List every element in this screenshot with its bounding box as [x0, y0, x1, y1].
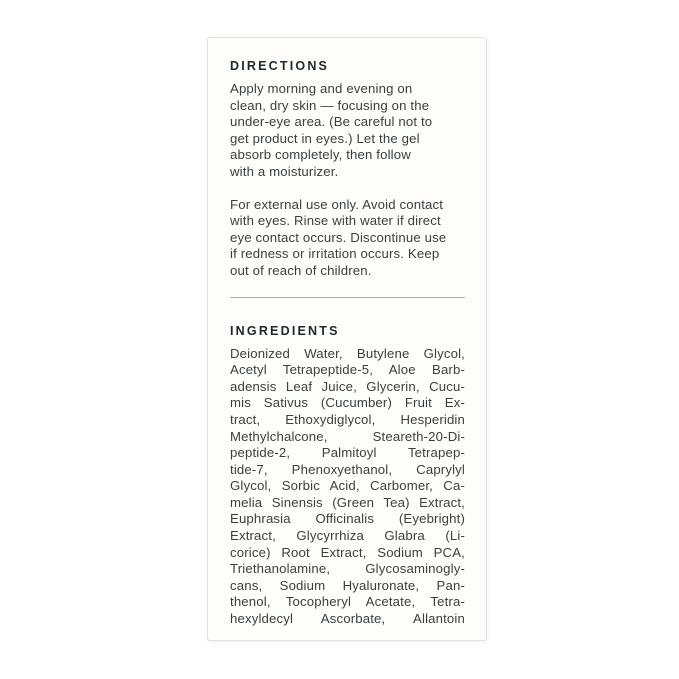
- text-line: cans, Sodium Hyaluronate, Pan-: [230, 577, 465, 593]
- text-line: Glycol, Sorbic Acid, Carbomer, Ca-: [230, 478, 465, 494]
- label-panel: [207, 37, 487, 641]
- text-line: corice) Root Extract, Sodium PCA,: [230, 544, 465, 560]
- text-line: adensis Leaf Juice, Glycerin, Cucu-: [230, 378, 465, 394]
- text-line: get product in eyes.) Let the gel: [230, 130, 420, 146]
- ingredients-heading: INGREDIENTS: [230, 323, 340, 338]
- text-line: peptide-2, Palmitoyl Tetrapep-: [230, 445, 465, 461]
- text-line: absorb completely, then follow: [230, 147, 411, 163]
- text-line: Extract, Glycyrrhiza Glabra (Li-: [230, 528, 465, 544]
- text-line: hexyldecyl Ascorbate, Allantoin: [230, 611, 465, 627]
- directions-paragraph-1: [230, 81, 465, 181]
- text-line: Euphrasia Officinalis (Eyebright): [230, 511, 465, 527]
- text-line: Acetyl Tetrapeptide-5, Aloe Barb-: [230, 362, 465, 378]
- text-line: Methylchalcone, Steareth-20-Di-: [230, 428, 465, 444]
- text-line: mis Sativus (Cucumber) Fruit Ex-: [230, 395, 465, 411]
- directions-heading: DIRECTIONS: [230, 59, 330, 73]
- text-line: with a moisturizer.: [230, 163, 339, 179]
- text-line: with eyes. Rinse with water if direct: [230, 213, 441, 229]
- text-line: if redness or irritation occurs. Keep: [230, 246, 440, 262]
- text-line: clean, dry skin — focusing on the: [230, 97, 430, 113]
- text-line: under-eye area. (Be careful not to: [230, 114, 433, 130]
- text-line: Deionized Water, Butylene Glycol,: [230, 345, 465, 361]
- text-line: melia Sinensis (Green Tea) Extract,: [230, 494, 465, 510]
- paragraph-spacer: [230, 181, 465, 197]
- text-line: Apply morning and evening on: [230, 81, 413, 96]
- text-line: thenol, Tocopheryl Acetate, Tetra-: [230, 594, 465, 610]
- directions-paragraph-2: [230, 197, 465, 280]
- text-line: tide-7, Phenoxyethanol, Caprylyl: [230, 461, 465, 477]
- text-line: For external use only. Avoid contact: [230, 196, 444, 212]
- section-divider: [230, 297, 465, 298]
- text-line: tract, Ethoxydiglycol, Hesperidin: [230, 411, 465, 427]
- text-line: Triethanolamine, Glycosaminogly-: [230, 561, 465, 577]
- ingredients-list: [230, 346, 465, 628]
- text-line: out of reach of children.: [230, 262, 372, 278]
- text-line: eye contact occurs. Discontinue use: [230, 229, 447, 245]
